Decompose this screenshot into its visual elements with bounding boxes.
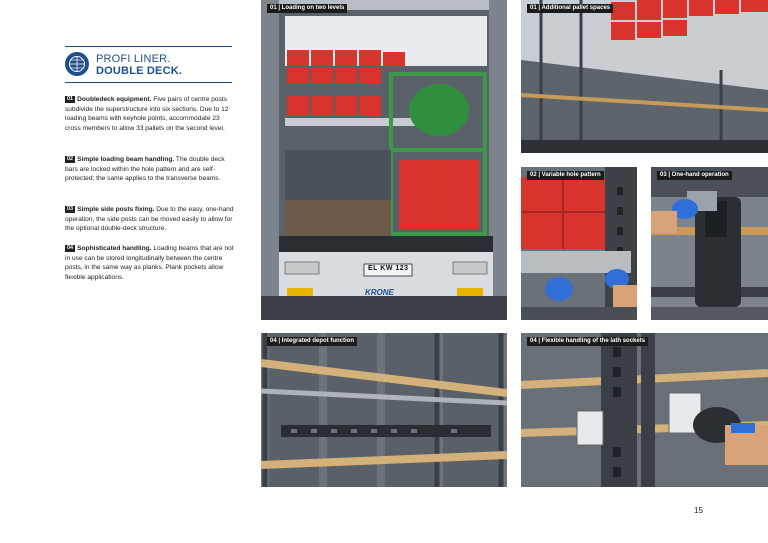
photo-additional-pallet-spaces [521,0,768,153]
paragraph-number: 04 [67,245,74,251]
paragraph-02 [65,155,235,184]
paragraph-text: The double deck bars are locked within the hole pattern and are self-protected; the same applies to the transverse beams. [65,156,225,183]
paragraph-lead: Doubledeck equipment. [77,96,152,103]
caption-lath-sockets: 04 | Flexible handling of the lath sockets [527,337,648,346]
paragraph-03 [65,205,235,234]
photo-one-hand-operation [651,167,768,320]
photo-integrated-depot-function [261,333,507,487]
header-rule-bottom [65,82,232,83]
paragraph-text: Due to the easy, one-hand operation, the side posts can be moved easily to allow for the optional double-deck structure. [65,206,234,233]
caption-integrated-depot-function: 04 | Integrated depot function [267,337,357,346]
paragraph-text: Loading beams that are not in use can be stored longitudinally between the centre posts, in the same way as planks. Plank pockets allow flexible applications. [65,245,234,281]
photo-lath-sockets [521,333,768,487]
paragraph-lead: Simple loading beam handling. [77,156,175,163]
page-number: 15 [694,506,703,515]
caption-one-hand-operation: 03 | One-hand operation [657,171,732,180]
section-title-line1: PROFI LINER. [96,53,171,65]
paragraph-text: Five pairs of centre posts subdivide the superstructure into six sections. Due to 12 loading beams with keyhole points, accommodate 23 cross members to allow 33 pallets on the second level. [65,96,229,132]
paragraph-lead: Simple side posts fixing. [77,206,155,213]
paragraph-number: 01 [67,96,74,102]
caption-additional-pallet-spaces: 01 | Additional pallet spaces [527,4,613,13]
caption-loading-two-levels: 01 | Loading on two levels [267,4,347,13]
paragraph-01 [65,95,235,133]
paragraph-04 [65,244,235,282]
section-title-line2: DOUBLE DECK. [96,65,183,77]
photo-variable-hole-pattern [521,167,637,320]
paragraph-number: 02 [67,156,74,162]
photo-loading-two-levels [261,0,507,320]
caption-variable-hole-pattern: 02 | Variable hole pattern [527,171,604,180]
license-plate: EL KW 123 [368,265,409,272]
paragraph-lead: Sophisticated handling. [77,245,152,252]
globe-logo-icon [65,52,89,76]
header-rule-top [65,46,232,47]
krone-brand-text: KRONE [365,288,394,297]
paragraph-number: 03 [67,206,74,212]
